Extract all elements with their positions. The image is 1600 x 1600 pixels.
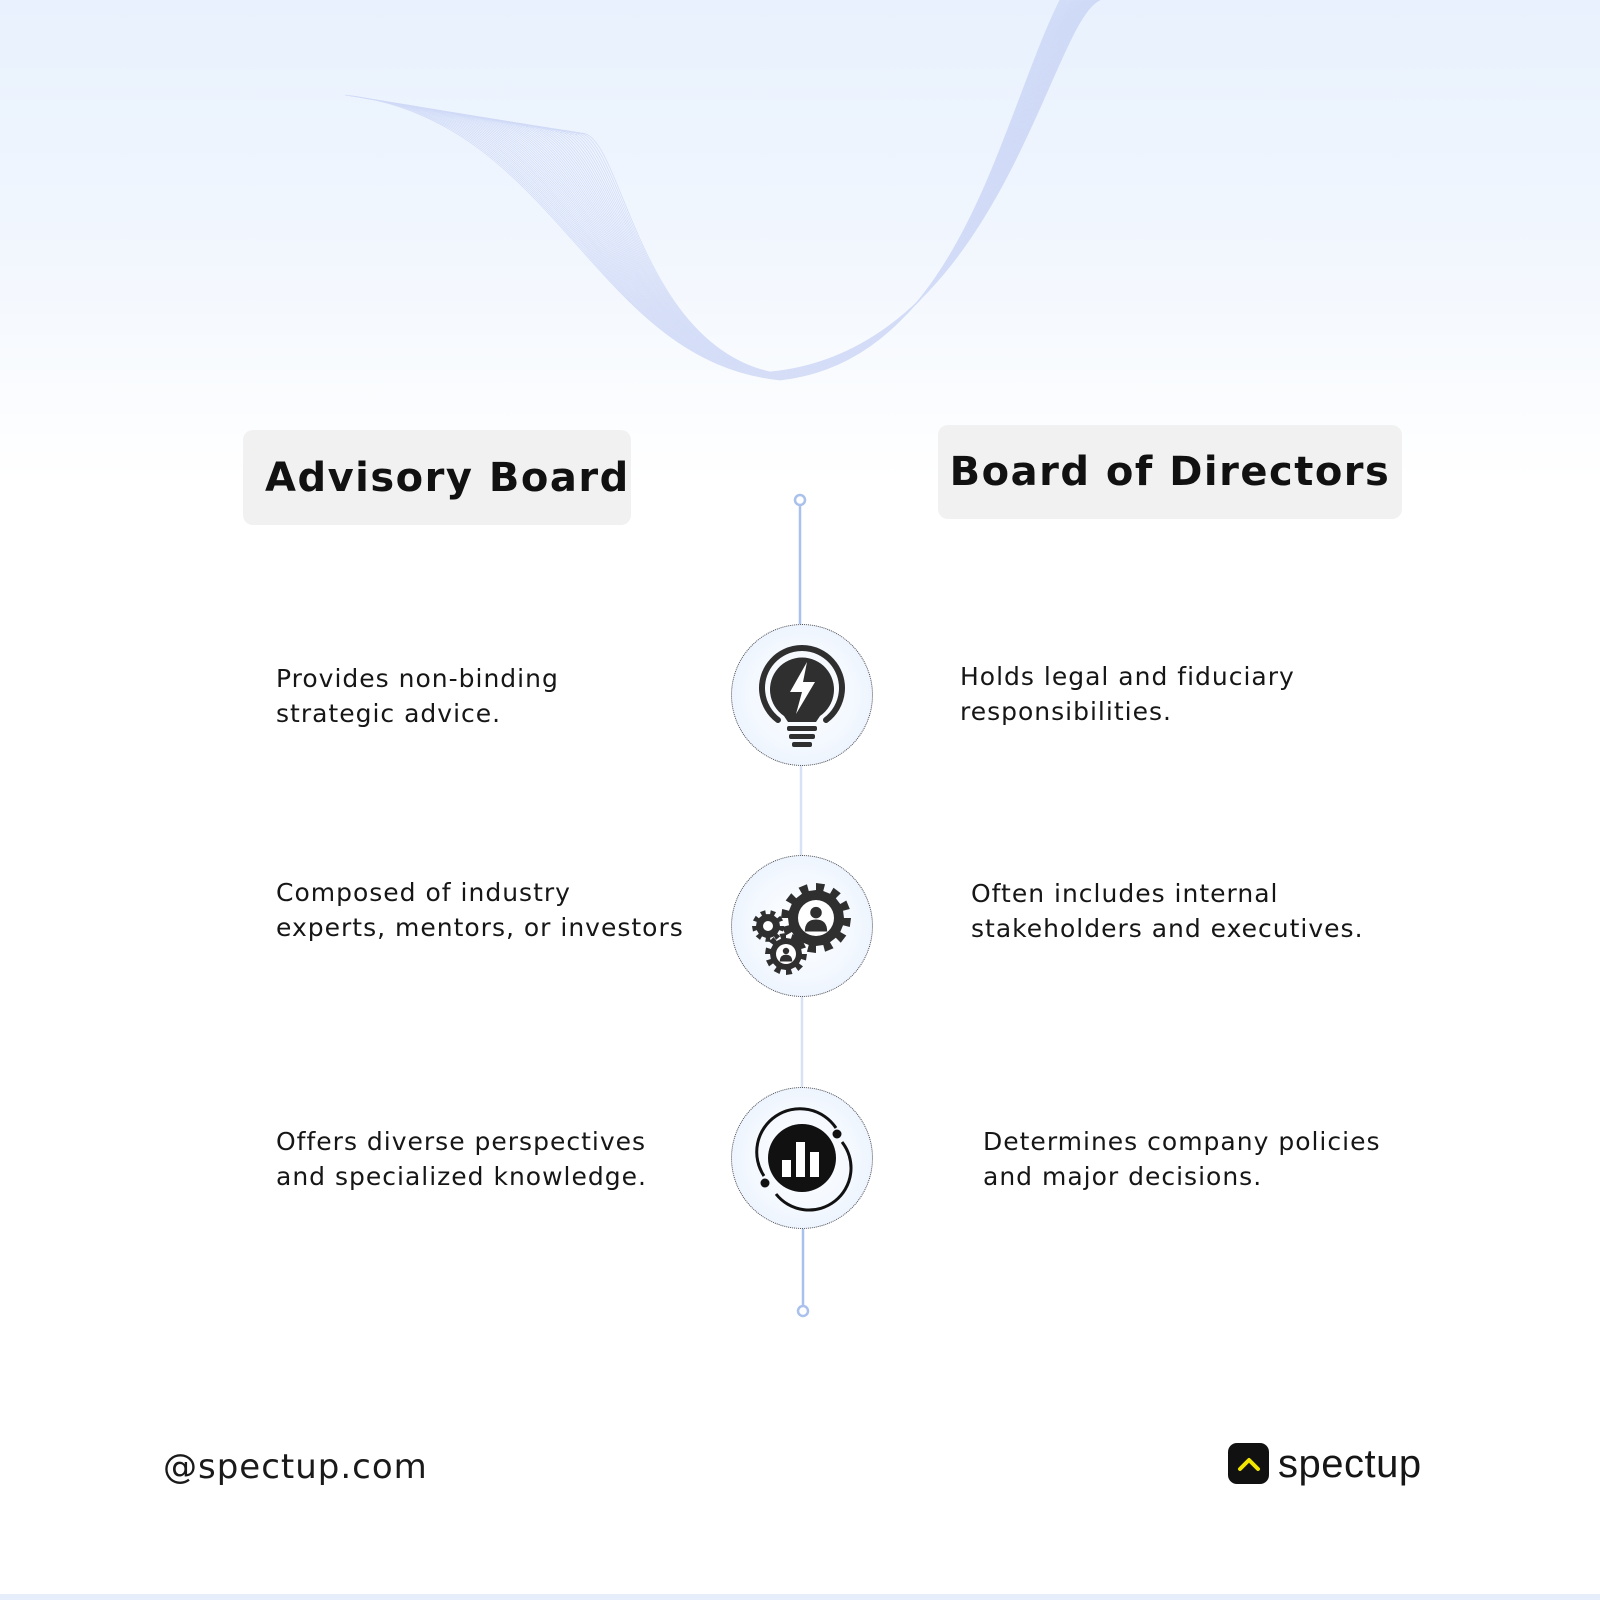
spectup-logo-icon [1228,1443,1269,1484]
lightbulb-lightning-icon [752,640,852,750]
brand-name: spectup [1278,1441,1422,1486]
advisory-board-title: Advisory Board [265,454,630,501]
timeline-start-dot [795,495,805,505]
decorative-wave-lines [0,0,1600,420]
directors-point-2: Often includes internal stakeholders and executives. [971,879,1364,943]
advisory-point-2: Composed of industry experts, mentors, or investors [276,878,684,942]
row-1-icon-circle [731,624,873,766]
bar-chart-circle-icon [746,1102,858,1214]
row-2-icon-circle [731,855,873,997]
bottom-accent-band [0,1594,1600,1600]
timeline-end-dot [798,1306,808,1316]
advisory-board-header [243,430,631,525]
row-3-icon-circle [731,1087,873,1229]
advisory-point-3: Offers diverse perspectives and specialized knowledge. [276,1127,647,1191]
footer-handle: @spectup.com [163,1447,428,1487]
gears-people-icon [746,870,858,982]
board-of-directors-header [938,425,1402,519]
advisory-point-1: Provides non-binding strategic advice. [276,664,559,728]
brand-logo [1228,1443,1422,1484]
board-of-directors-title: Board of Directors [949,449,1391,495]
directors-point-1: Holds legal and fiduciary responsibilities. [960,662,1295,726]
directors-point-3: Determines company policies and major decisions. [983,1127,1381,1191]
